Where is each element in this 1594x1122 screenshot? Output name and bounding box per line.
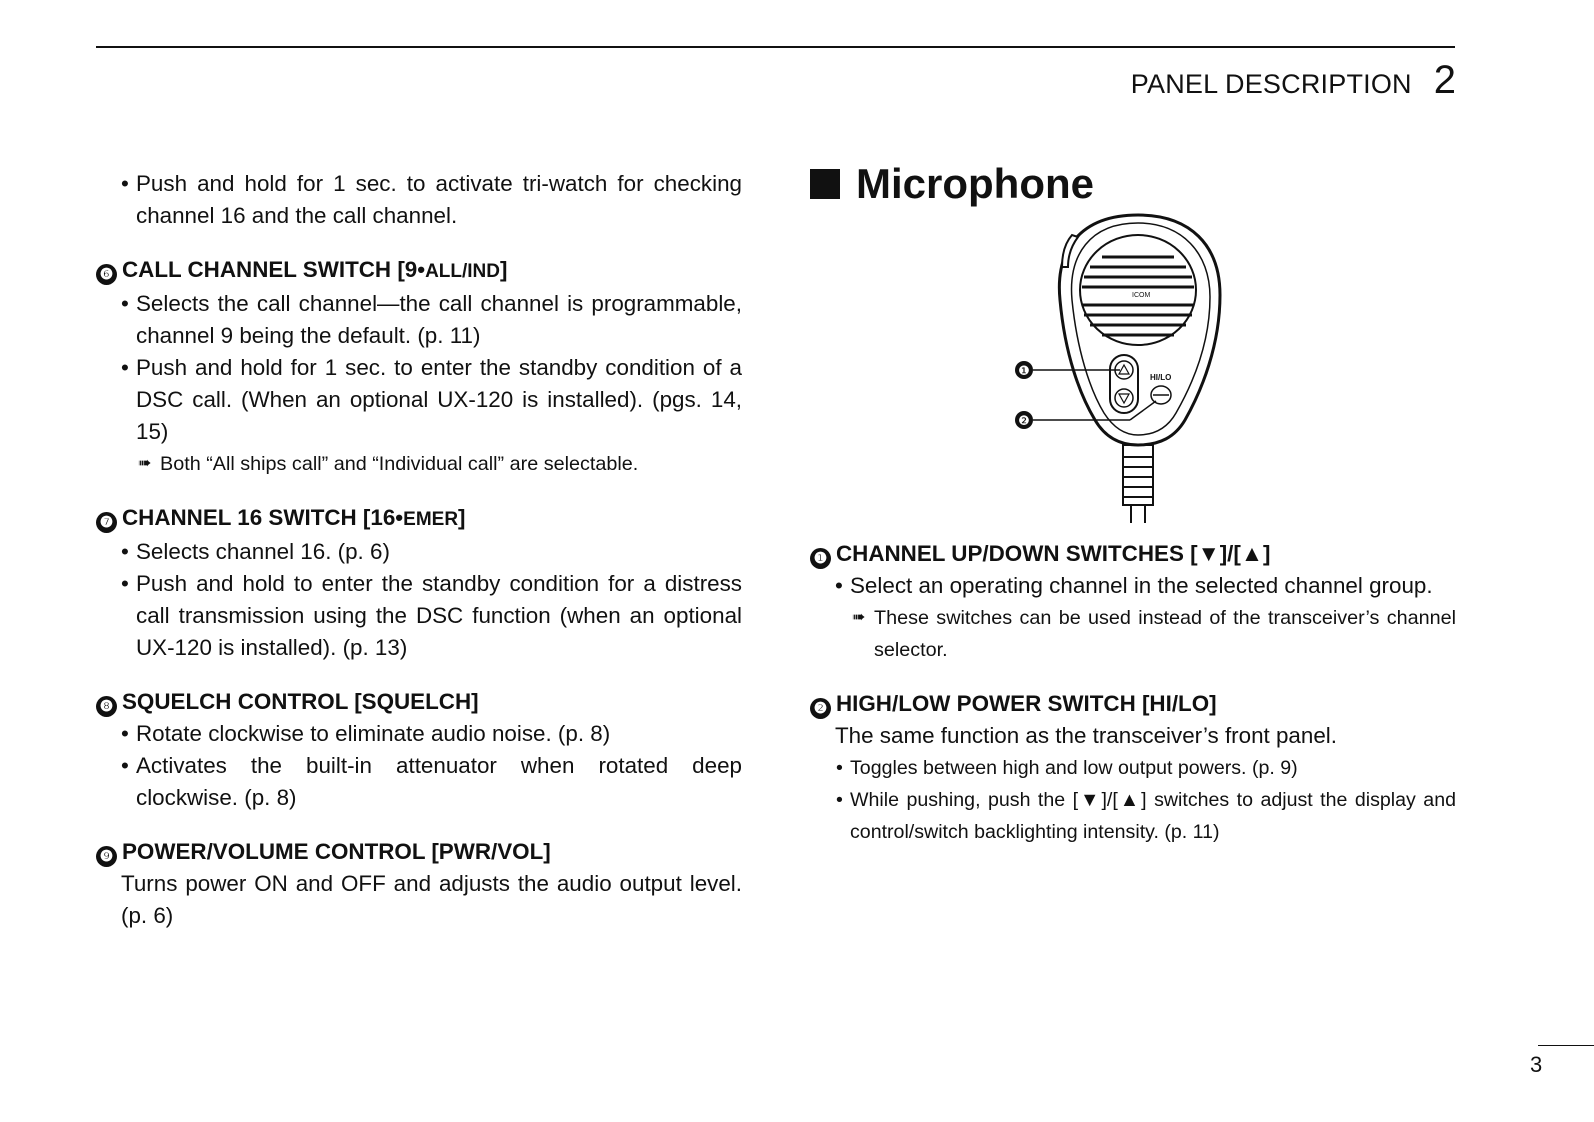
arrow-icon: ➠ — [138, 455, 152, 472]
hi-lo-label: HI/LO — [1150, 373, 1172, 382]
right-sections — [810, 538, 1456, 848]
note — [96, 448, 742, 480]
chapter-number: 2 — [1433, 58, 1456, 102]
arrow-icon: ➠ — [852, 609, 866, 626]
up-down-switch — [1110, 355, 1138, 413]
number-badge: ❻ — [96, 264, 117, 285]
heading-text: POWER/VOLUME CONTROL [PWR/VOL] — [122, 839, 551, 864]
callout-2: ❷ — [1018, 414, 1030, 429]
note-text: Both “All ships call” and “Individual call” are selectable. — [160, 453, 639, 475]
list-item: • Rotate clockwise to eliminate audio noise. (p. 8) — [96, 718, 742, 750]
page-header — [1131, 58, 1456, 103]
list-item: • Push and hold to enter the standby condition for a distress call transmission using the DSC function (when an optional UX-120 is installed). (p. 13) — [96, 568, 742, 664]
microphone-heading — [810, 160, 1456, 208]
microphone-title: Microphone — [856, 160, 1094, 207]
brand-logo: ICOM — [1132, 292, 1151, 299]
callout-1: ❶ — [1018, 364, 1030, 379]
paragraph: The same function as the transceiver’s front panel. — [835, 723, 1337, 748]
ch16-section — [96, 502, 742, 664]
list-item: • Toggles between high and low output powers. (p. 9) — [810, 752, 1456, 784]
list-item: • While pushing, push the [▼]/[▲] switches to adjust the display and control/switch backlighting intensity. (p. 11) — [810, 784, 1456, 848]
number-badge: ❾ — [96, 846, 117, 867]
number-badge: ❶ — [810, 548, 831, 569]
footer-rule — [1538, 1045, 1594, 1046]
section-heading — [96, 836, 742, 868]
list-item: • Selects the call channel—the call channel is programmable, channel 9 being the default. (p. 11) — [96, 288, 742, 352]
square-bullet-icon — [810, 169, 840, 199]
heading-text: HIGH/LOW POWER SWITCH [HI/LO] — [836, 691, 1217, 716]
number-badge: ❼ — [96, 512, 117, 533]
number-badge: ❽ — [96, 696, 117, 717]
note-text: These switches can be used instead of the transceiver’s channel selector. — [874, 607, 1456, 661]
heading-text: SQUELCH CONTROL [SQUELCH] — [122, 689, 479, 714]
heading-text: CALL CHANNEL SWITCH [9• — [122, 257, 426, 282]
section-heading — [96, 502, 742, 536]
right-column — [810, 160, 1456, 208]
list-item: • Push and hold for 1 sec. to enter the standby condition of a DSC call. (When an optional UX-120 is installed). (pgs. 14, 15) — [96, 352, 742, 448]
number-badge: ❷ — [810, 698, 831, 719]
squelch-section — [96, 686, 742, 814]
list-item: • Selects channel 16. (p. 6) — [96, 536, 742, 568]
paragraph: Turns power ON and OFF and adjusts the audio output level. (p. 6) — [121, 871, 742, 928]
heading-end: ] — [500, 257, 508, 282]
call-channel-section — [96, 254, 742, 480]
heading-small-caps: ALL/IND — [425, 261, 500, 282]
page-number: 3 — [1530, 1052, 1543, 1077]
section-heading — [810, 538, 1456, 570]
section-heading — [96, 254, 742, 288]
heading-end: ] — [458, 505, 466, 530]
section-heading — [96, 686, 742, 718]
list-item: • Activates the built-in attenuator when rotated deep clockwise. (p. 8) — [96, 750, 742, 814]
section-heading — [810, 688, 1456, 720]
left-column — [96, 168, 742, 932]
list-item: • Select an operating channel in the selected channel group. — [810, 570, 1456, 602]
note — [810, 602, 1456, 666]
hi-lo-switch — [1150, 373, 1171, 404]
microphone-illustration — [1010, 205, 1270, 535]
power-section — [96, 836, 742, 932]
intro-section — [96, 168, 742, 232]
up-down-section — [810, 538, 1456, 666]
header-title: PANEL DESCRIPTION — [1130, 69, 1412, 99]
speaker-grille — [1080, 235, 1196, 345]
header-rule — [96, 46, 1455, 48]
hi-lo-section — [810, 688, 1456, 848]
list-item: • Push and hold for 1 sec. to activate tri-watch for checking channel 16 and the call channel. — [96, 168, 742, 232]
heading-text: CHANNEL UP/DOWN SWITCHES [▼]/[▲] — [836, 541, 1271, 566]
cable — [1123, 445, 1153, 523]
heading-text: CHANNEL 16 SWITCH [16• — [122, 505, 404, 530]
heading-small-caps: EMER — [403, 509, 459, 530]
